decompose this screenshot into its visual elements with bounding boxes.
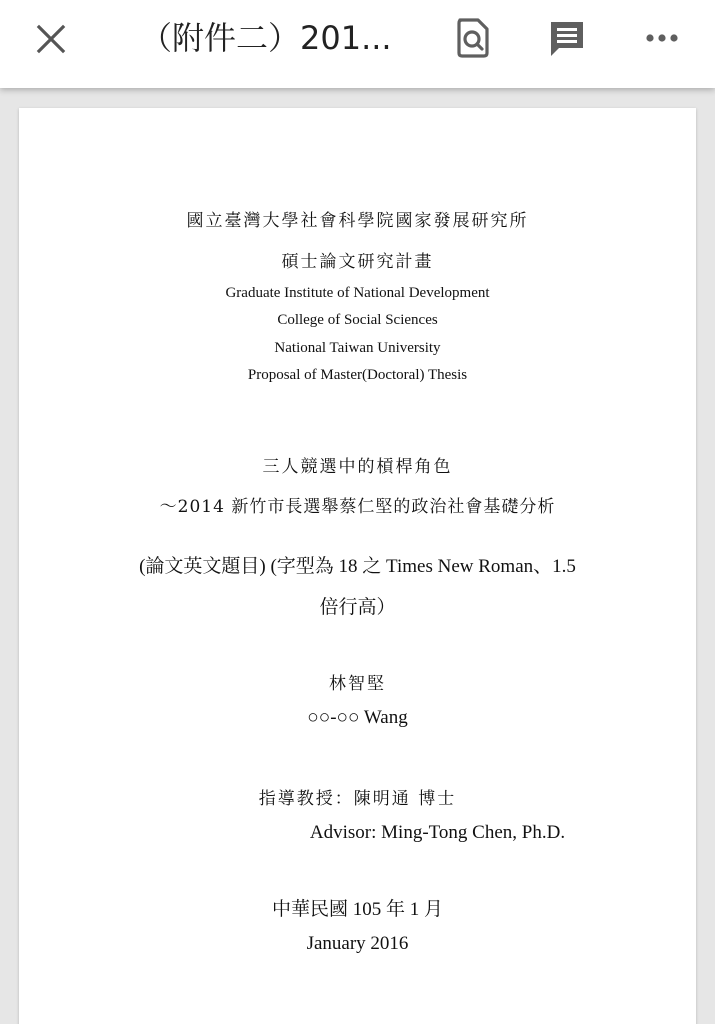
thesis-title-en-note-line2: 倍行高）: [319, 597, 396, 618]
institute-name-en: Graduate Institute of National Development: [225, 285, 490, 301]
author-name-en: ○○-○○ Wang: [307, 707, 408, 728]
thesis-title-zh-line1: 三人競選中的槓桿角色: [262, 457, 453, 477]
find-in-page-icon: [456, 18, 490, 58]
date-en: January 2016: [306, 933, 409, 954]
comments-button[interactable]: [543, 16, 591, 60]
thesis-title-zh-line2: ～2014 新竹市長選舉蔡仁堅的政治社會基礎分析: [159, 497, 556, 517]
author-name-zh: 林智堅: [329, 674, 386, 694]
comment-icon: [547, 18, 587, 58]
more-options-button[interactable]: [639, 16, 687, 60]
document-title: （附件二）201...: [140, 19, 392, 57]
proposal-title-zh: 碩士論文研究計畫: [281, 252, 434, 272]
find-in-page-button[interactable]: [449, 16, 497, 60]
university-name-en: National Taiwan University: [274, 340, 441, 356]
close-icon: [36, 24, 66, 54]
more-horizontal-icon: [645, 32, 681, 44]
advisor-en: Advisor: Ming-Tong Chen, Ph.D.: [309, 822, 566, 843]
thesis-title-en-note-line1: (論文英文題目) (字型為 18 之 Times New Roman、1.5: [139, 556, 576, 577]
proposal-title-en: Proposal of Master(Doctoral) Thesis: [247, 367, 468, 383]
document-page: [19, 108, 696, 1024]
date-zh: 中華民國 105 年 1 月: [271, 899, 443, 920]
top-toolbar: [0, 0, 715, 88]
college-name-en: College of Social Sciences: [277, 312, 438, 328]
institute-name-zh: 國立臺灣大學社會科學院國家發展研究所: [186, 211, 529, 231]
close-button[interactable]: [30, 20, 72, 58]
advisor-zh: 指導教授：陳明通 博士: [258, 789, 457, 809]
